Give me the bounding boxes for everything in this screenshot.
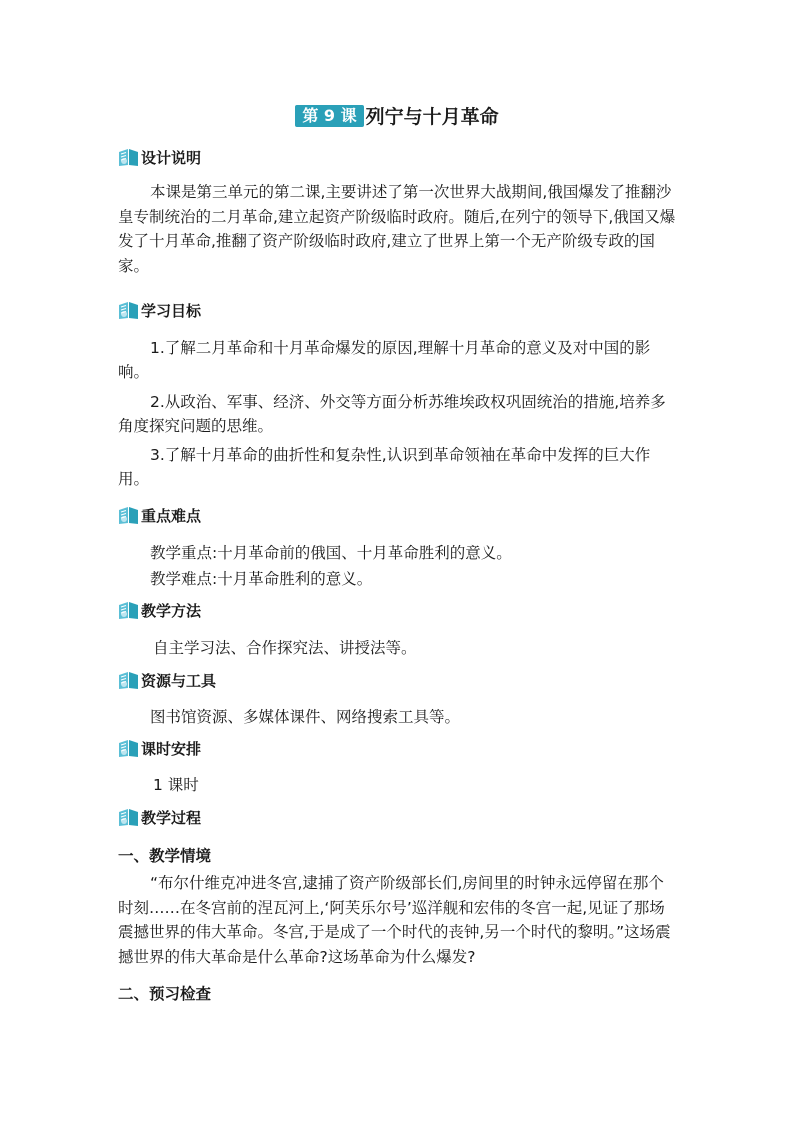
section-schedule-heading: 课时安排 xyxy=(118,738,201,760)
book-icon xyxy=(118,600,140,620)
lesson-badge: 第 9 课 xyxy=(295,105,363,127)
book-icon xyxy=(118,147,140,167)
section-keypoints-heading: 重点难点 xyxy=(118,505,201,527)
book-icon xyxy=(118,300,140,320)
book-icon xyxy=(118,670,140,690)
book-icon xyxy=(118,807,140,827)
lesson-title-text: 列宁与十月革命 xyxy=(365,106,499,128)
goal-item-3: 3.了解十月革命的曲折性和复杂性,认识到革命领袖在革命中发挥的巨大作用。 xyxy=(118,446,651,488)
book-icon xyxy=(118,505,140,525)
process-paragraph: “布尔什维克冲进冬宫,逮捕了资产阶级部长们,房间里的时钟永远停留在那个时刻……在冬宫前的涅瓦河上,‘阿芙乐尔号’巡洋舰和宏伟的冬宫一起,见证了那场震撼世界的伟大革命。冬宫,于是成了一个时代的丧钟,另一个时代的黎明。”这场震撼世界的伟大革命是什么革命?这场革命为什么爆发? xyxy=(118,874,671,966)
design-paragraph: 本课是第三单元的第二课,主要讲述了第一次世界大战期间,俄国爆发了推翻沙皇专制统治的二月革命,建立起资产阶级临时政府。随后,在列宁的领导下,俄国又爆发了十月革命,推翻了资产阶级临时政府,建立了世界上第一个无产阶级专政的国家。 xyxy=(118,183,676,275)
process-subheading-2: 二、预习检查 xyxy=(118,985,212,1003)
resources-text: 图书馆资源、多媒体课件、网络搜索工具等。 xyxy=(150,708,461,726)
section-design-heading: 设计说明 xyxy=(118,147,201,169)
goal-item-1: 1.了解二月革命和十月革命爆发的原因,理解十月革命的意义及对中国的影响。 xyxy=(118,339,651,381)
methods-text: 自主学习法、合作探究法、讲授法等。 xyxy=(153,639,417,657)
section-methods-heading: 教学方法 xyxy=(118,600,201,622)
keypoint-item-1: 教学重点:十月革命前的俄国、十月革命胜利的意义。 xyxy=(150,544,512,562)
lesson-title xyxy=(0,104,794,130)
section-process-heading: 教学过程 xyxy=(118,807,201,829)
section-resources-heading: 资源与工具 xyxy=(118,670,216,692)
keypoint-item-2: 教学难点:十月革命胜利的意义。 xyxy=(150,570,373,588)
section-goals-heading: 学习目标 xyxy=(118,300,201,322)
schedule-text: 1 课时 xyxy=(153,776,199,794)
goal-item-2: 2.从政治、军事、经济、外交等方面分析苏维埃政权巩固统治的措施,培养多角度探究问题的思维。 xyxy=(118,393,666,435)
process-subheading-1: 一、教学情境 xyxy=(118,847,212,865)
book-icon xyxy=(118,738,140,758)
